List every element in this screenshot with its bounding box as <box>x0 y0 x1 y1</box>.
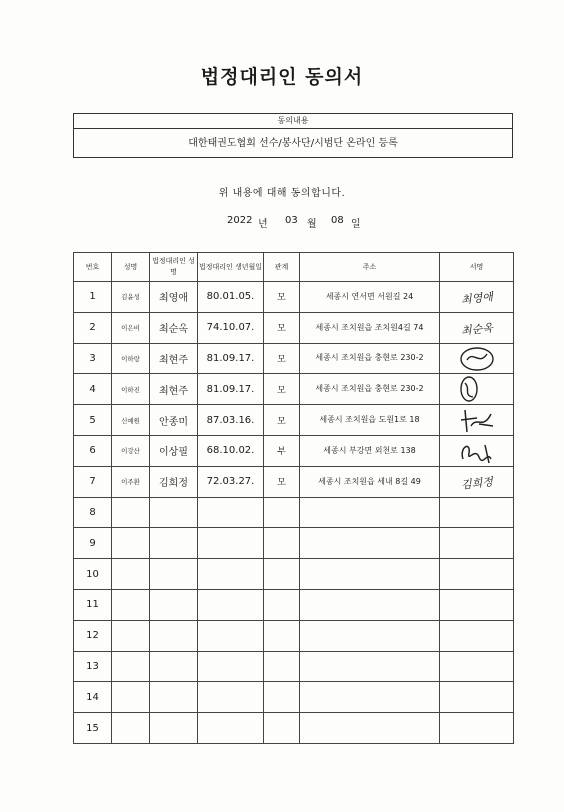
date-year-unit: 년 <box>258 219 268 230</box>
student-name <box>112 651 150 682</box>
signature-cell <box>440 559 514 590</box>
guardian-name <box>150 589 198 620</box>
signature-cell <box>440 435 514 466</box>
table-row <box>74 528 514 559</box>
signature-cell <box>440 589 514 620</box>
header-rep-name: 법정대리인 성명 <box>150 253 198 282</box>
guardian-relation <box>264 528 300 559</box>
guardian-relation: 모 <box>264 374 300 405</box>
guardian-birthdate: 87.03.16. <box>198 405 264 436</box>
address <box>300 620 440 651</box>
guardian-relation <box>264 620 300 651</box>
row-number: 15 <box>74 713 112 744</box>
row-number: 3 <box>74 343 112 374</box>
student-name: 이강산 <box>112 435 150 466</box>
guardian-name <box>150 528 198 559</box>
signature-cell <box>440 312 514 343</box>
header-signature: 서명 <box>440 253 514 282</box>
row-number: 8 <box>74 497 112 528</box>
signature-cell <box>440 528 514 559</box>
table-row <box>74 374 514 405</box>
consent-box <box>73 113 513 158</box>
guardian-name <box>150 713 198 744</box>
guardian-birthdate <box>198 651 264 682</box>
signature-cell <box>440 466 514 497</box>
address: 세종시 조치원읍 도원1로 18 <box>300 405 440 436</box>
guardian-relation: 모 <box>264 405 300 436</box>
address <box>300 589 440 620</box>
document-title: 법정대리인 동의서 <box>200 66 364 88</box>
handwritten-signature: 김희정 <box>460 475 494 492</box>
header-rep-birth: 법정대리인 생년월일 <box>198 253 264 282</box>
address: 세종시 조치원읍 세내 8길 49 <box>300 466 440 497</box>
address: 세종시 조치원읍 충현로 230-2 <box>300 374 440 405</box>
table-row <box>74 405 514 436</box>
guardian-birthdate: 81.09.17. <box>198 374 264 405</box>
header-relation: 관계 <box>264 253 300 282</box>
consent-statement: 위 내용에 대해 동의합니다. <box>218 188 346 199</box>
guardian-relation <box>264 559 300 590</box>
guardian-relation <box>264 682 300 713</box>
row-number: 5 <box>74 405 112 436</box>
guardian-birthdate <box>198 620 264 651</box>
table-row <box>74 282 514 313</box>
student-name: 이하랑 <box>112 343 150 374</box>
row-number: 7 <box>74 466 112 497</box>
guardian-birthdate <box>198 559 264 590</box>
guardian-birthdate: 81.09.17. <box>198 343 264 374</box>
table-row <box>74 466 514 497</box>
address: 세종시 조치원읍 조치원4길 74 <box>300 312 440 343</box>
table-row <box>74 651 514 682</box>
signature-cell <box>440 713 514 744</box>
table-row <box>74 312 514 343</box>
handwritten-signature <box>440 437 513 465</box>
handwritten-signature: 최영애 <box>460 290 494 308</box>
guardian-birthdate: 68.10.02. <box>198 435 264 466</box>
signature-cell <box>440 651 514 682</box>
address <box>300 651 440 682</box>
guardian-name <box>150 559 198 590</box>
table-row <box>74 682 514 713</box>
handwritten-signature <box>440 406 513 434</box>
guardian-name: 최영애 <box>150 282 198 313</box>
date-day-unit: 일 <box>351 219 361 230</box>
student-name: 이은비 <box>112 312 150 343</box>
guardian-name: 최현주 <box>150 343 198 374</box>
guardian-birthdate <box>198 528 264 559</box>
table-row <box>74 713 514 744</box>
guardian-name <box>150 682 198 713</box>
row-number: 6 <box>74 435 112 466</box>
table-row <box>74 343 514 374</box>
table-row <box>74 620 514 651</box>
header-name: 성명 <box>112 253 150 282</box>
guardian-birthdate <box>198 682 264 713</box>
guardian-name: 안종미 <box>150 405 198 436</box>
handwritten-signature <box>440 344 513 372</box>
student-name: 이주환 <box>112 466 150 497</box>
student-name <box>112 559 150 590</box>
student-name <box>112 528 150 559</box>
date-month: 03 <box>285 215 298 226</box>
guardian-name: 김희정 <box>150 466 198 497</box>
guardian-relation: 부 <box>264 435 300 466</box>
guardian-relation <box>264 651 300 682</box>
student-name <box>112 497 150 528</box>
address <box>300 528 440 559</box>
guardian-relation: 모 <box>264 343 300 374</box>
guardian-birthdate <box>198 713 264 744</box>
student-name <box>112 713 150 744</box>
row-number: 1 <box>74 282 112 313</box>
student-name <box>112 589 150 620</box>
table-header-row <box>74 253 514 282</box>
signature-cell <box>440 374 514 405</box>
header-no: 번호 <box>74 253 112 282</box>
table-row <box>74 559 514 590</box>
guardian-name: 최현주 <box>150 374 198 405</box>
row-number: 13 <box>74 651 112 682</box>
signature-cell <box>440 405 514 436</box>
guardian-name <box>150 497 198 528</box>
row-number: 12 <box>74 620 112 651</box>
guardian-birthdate: 80.01.05. <box>198 282 264 313</box>
row-number: 9 <box>74 528 112 559</box>
student-name <box>112 620 150 651</box>
consent-header: 동의내용 <box>74 114 512 129</box>
date-day: 08 <box>331 215 344 226</box>
address <box>300 682 440 713</box>
student-name <box>112 682 150 713</box>
guardian-birthdate <box>198 497 264 528</box>
row-number: 2 <box>74 312 112 343</box>
signature-cell <box>440 682 514 713</box>
guardian-name: 이상필 <box>150 435 198 466</box>
guardian-relation: 모 <box>264 312 300 343</box>
row-number: 14 <box>74 682 112 713</box>
signature-cell <box>440 620 514 651</box>
guardian-relation <box>264 589 300 620</box>
guardian-birthdate: 72.03.27. <box>198 466 264 497</box>
header-address: 주소 <box>300 253 440 282</box>
address: 세종시 부강면 외천로 138 <box>300 435 440 466</box>
table-row <box>74 497 514 528</box>
table-row <box>74 435 514 466</box>
address: 세종시 연서면 서원길 24 <box>300 282 440 313</box>
guardian-birthdate: 74.10.07. <box>198 312 264 343</box>
guardian-relation <box>264 713 300 744</box>
guardian-relation: 모 <box>264 282 300 313</box>
signature-cell <box>440 282 514 313</box>
guardian-name <box>150 620 198 651</box>
row-number: 10 <box>74 559 112 590</box>
guardian-relation: 모 <box>264 466 300 497</box>
address <box>300 713 440 744</box>
handwritten-signature <box>440 375 513 403</box>
address <box>300 497 440 528</box>
student-name: 김윤성 <box>112 282 150 313</box>
guardian-relation <box>264 497 300 528</box>
row-number: 11 <box>74 589 112 620</box>
signature-cell <box>440 497 514 528</box>
guardian-table <box>73 252 514 744</box>
guardian-birthdate <box>198 589 264 620</box>
address <box>300 559 440 590</box>
guardian-name: 최순옥 <box>150 312 198 343</box>
student-name: 이하진 <box>112 374 150 405</box>
consent-content: 대한태권도협회 선수/봉사단/시범단 온라인 등록 <box>188 138 398 149</box>
table-row <box>74 589 514 620</box>
student-name: 신예원 <box>112 405 150 436</box>
address: 세종시 조치원읍 충현로 230-2 <box>300 343 440 374</box>
handwritten-signature: 최순옥 <box>460 321 494 338</box>
signature-cell <box>440 343 514 374</box>
row-number: 4 <box>74 374 112 405</box>
guardian-name <box>150 651 198 682</box>
date-year: 2022 <box>227 215 253 226</box>
date-month-unit: 월 <box>307 219 317 230</box>
